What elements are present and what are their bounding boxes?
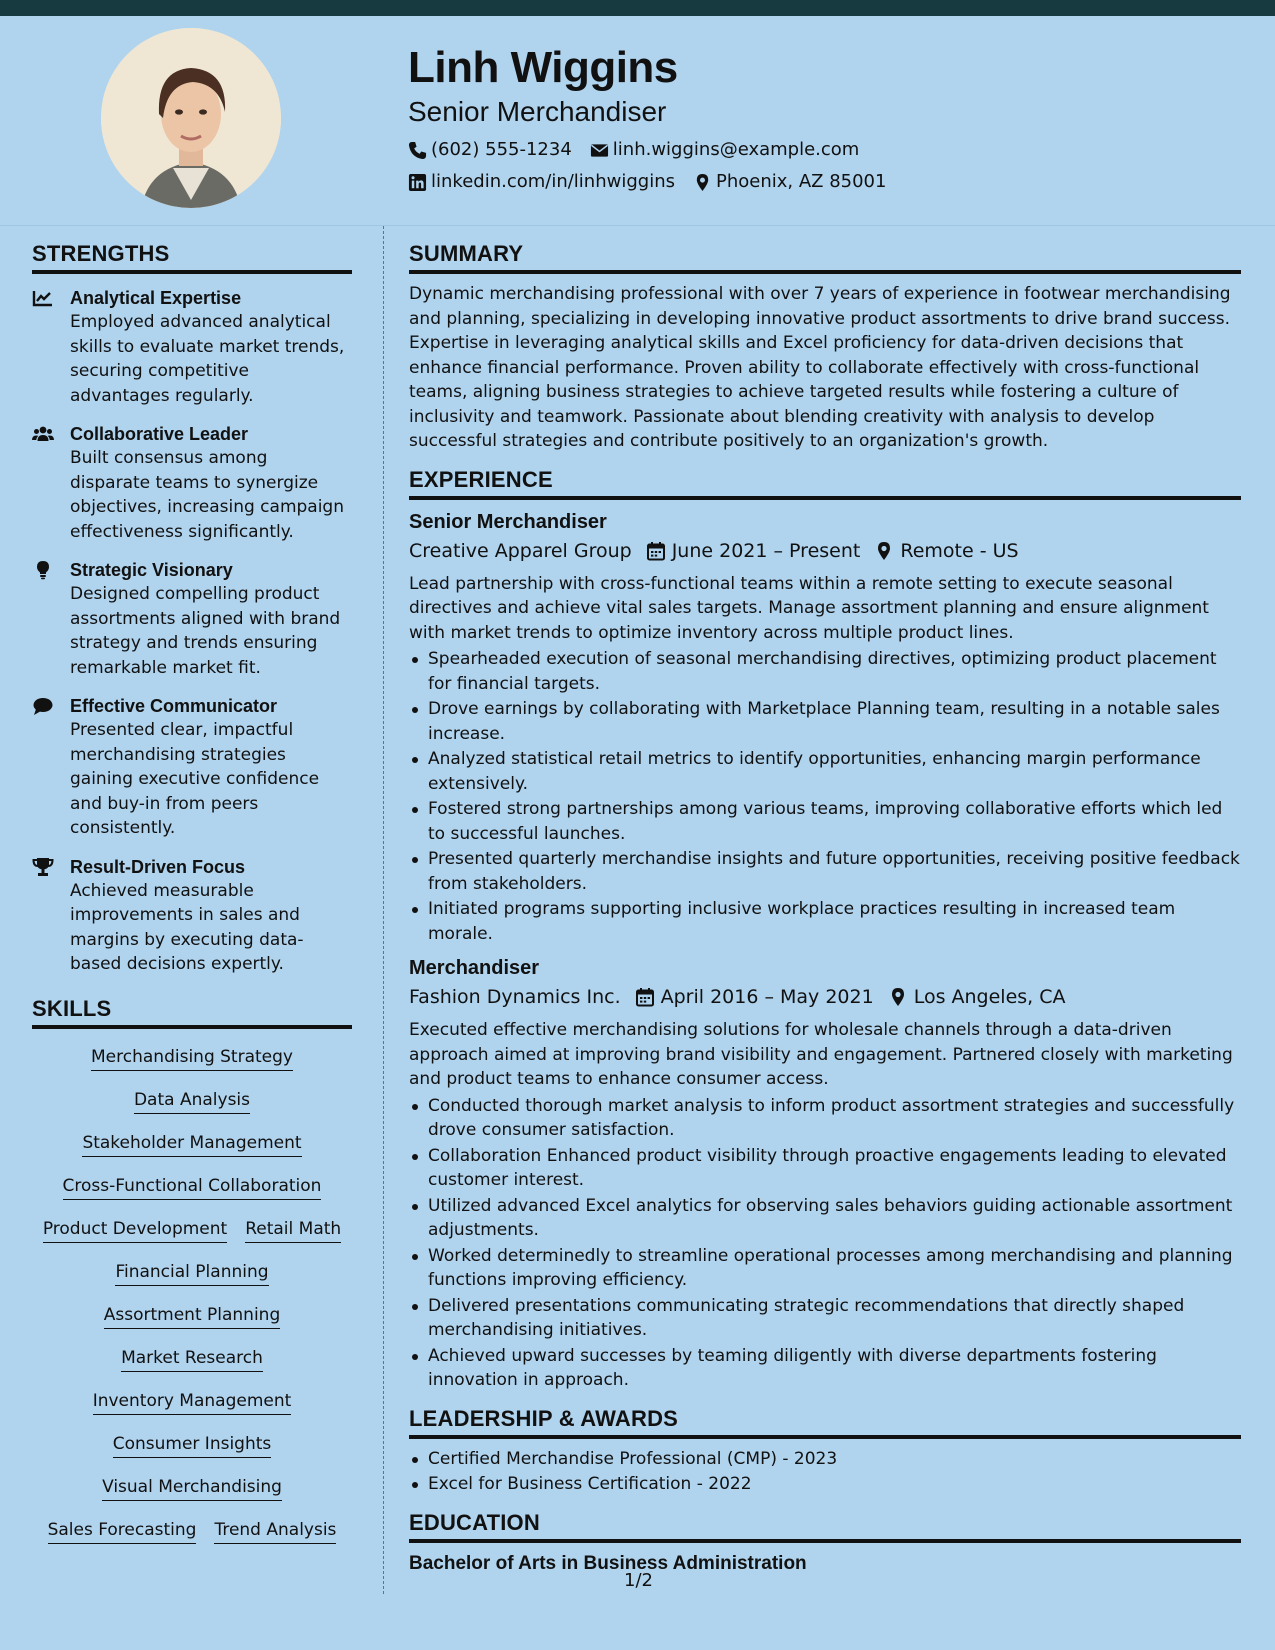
email-text: linh.wiggins@example.com — [612, 139, 860, 160]
list-item: Conducted thorough market analysis to inform product assortment strategies and successfully drove consumer satisfaction. — [409, 1094, 1241, 1143]
skill-tag: Financial Planning — [115, 1260, 268, 1286]
strength-title: Collaborative Leader — [70, 424, 249, 444]
resume-header — [0, 16, 1275, 226]
right-column — [409, 240, 1241, 1589]
phone-icon — [408, 141, 427, 160]
list-item: Drove earnings by collaborating with Marketplace Planning team, resulting in a notable sales increase. — [409, 697, 1241, 746]
page-number: 1/2 — [624, 1570, 653, 1591]
experience-heading: EXPERIENCE — [409, 466, 1241, 500]
summary-heading: SUMMARY — [409, 240, 1241, 274]
strength-item — [32, 422, 352, 544]
job-entry — [409, 508, 1241, 947]
job-title: Senior Merchandiser — [409, 510, 607, 533]
strength-title: Strategic Visionary — [70, 560, 233, 580]
strength-desc: Employed advanced analytical skills to evaluate market trends, securing competitive advantages regularly. — [70, 312, 345, 406]
job-entry — [409, 954, 1241, 1393]
company-name: Fashion Dynamics Inc. — [409, 986, 621, 1008]
map-marker-icon — [693, 173, 712, 192]
linkedin-icon — [408, 173, 427, 192]
phone-contact — [408, 134, 572, 166]
profile-photo — [101, 28, 281, 208]
job-bullets — [409, 1094, 1241, 1393]
company-name: Creative Apparel Group — [409, 539, 632, 562]
list-item: Utilized advanced Excel analytics for observing sales behaviors guiding actionable assortment adjustments. — [409, 1194, 1241, 1243]
strength-item — [32, 286, 352, 408]
linkedin-text: linkedin.com/in/linhwiggins — [431, 171, 675, 192]
awards-section — [409, 1405, 1241, 1497]
strength-item — [32, 558, 352, 680]
trophy-icon — [32, 857, 54, 877]
skill-tag: Inventory Management — [93, 1389, 292, 1415]
map-marker-icon — [888, 987, 908, 1007]
job-location: Los Angeles, CA — [913, 986, 1066, 1008]
list-item: Excel for Business Certification - 2022 — [409, 1472, 1241, 1497]
list-item: Delivered presentations communicating strategic recommendations that directly shaped merchandising initiatives. — [409, 1294, 1241, 1343]
skill-tag: Market Research — [121, 1346, 263, 1372]
list-item: Initiated programs supporting inclusive workplace practices resulting in increased team morale. — [409, 897, 1241, 946]
education-heading: EDUCATION — [409, 1509, 1241, 1543]
skill-tag: Sales Forecasting — [48, 1518, 197, 1544]
list-item: Achieved upward successes by teaming diligently with diverse departments fostering innovation in approach. — [409, 1344, 1241, 1393]
strength-desc: Presented clear, impactful merchandising strategies gaining executive confidence and buy-in from peers consistently. — [70, 720, 320, 838]
summary-section — [409, 240, 1241, 454]
skill-tag: Stakeholder Management — [82, 1131, 301, 1157]
skill-tag: Visual Merchandising — [102, 1475, 282, 1501]
top-bar — [0, 0, 1275, 16]
location-contact — [693, 166, 886, 198]
calendar-icon — [635, 987, 655, 1007]
awards-list — [409, 1447, 1241, 1497]
job-description: Lead partnership with cross-functional teams within a remote setting to execute seasonal directives and achieve vital sales targets. Manage assortment planning and ensure alignment with market trends to optimize inventory across multiple product lines. — [409, 573, 1209, 643]
skill-tag: Retail Math — [245, 1217, 341, 1243]
strength-desc: Designed compelling product assortments aligned with brand strategy and trends ensuring remarkable market fit. — [70, 584, 341, 678]
strength-title: Result-Driven Focus — [70, 856, 246, 877]
skill-tag: Product Development — [43, 1217, 227, 1243]
list-item: Collaboration Enhanced product visibility through proactive engagements leading to elevated customer interest. — [409, 1144, 1241, 1193]
job-dates: June 2021 – Present — [671, 539, 861, 562]
job-bullets — [409, 647, 1241, 946]
job-description: Executed effective merchandising solutions for wholesale channels through a data-driven approach aimed at improving brand visibility and engagement. Partnered closely with marketing and product teams to enhance consumer access. — [409, 1020, 1233, 1089]
list-item: Worked determinedly to streamline operational processes among merchandising and planning functions improving efficiency. — [409, 1244, 1241, 1293]
job-location: Remote - US — [900, 539, 1019, 562]
strength-title: Effective Communicator — [70, 696, 278, 716]
list-item: Presented quarterly merchandise insights and future opportunities, receiving positive feedback from stakeholders. — [409, 847, 1241, 896]
left-column — [32, 240, 352, 1561]
linkedin-contact[interactable] — [408, 166, 675, 198]
strength-desc: Built consensus among disparate teams to synergize objectives, increasing campaign effectiveness significantly. — [70, 448, 345, 542]
comment-icon — [32, 696, 54, 716]
list-item: Fostered strong partnerships among various teams, improving collaborative efforts which led to successful launches. — [409, 797, 1241, 846]
skill-tag: Cross-Functional Collaboration — [63, 1174, 322, 1200]
strength-desc: Achieved measurable improvements in sales and margins by executing data-based decisions expertly. — [70, 880, 304, 974]
skill-tag: Merchandising Strategy — [91, 1045, 293, 1071]
calendar-icon — [646, 541, 666, 561]
skills-heading: SKILLS — [32, 995, 352, 1029]
skill-tag: Data Analysis — [134, 1088, 250, 1114]
lightbulb-icon — [32, 560, 54, 580]
email-contact[interactable] — [590, 134, 860, 166]
job-title: Merchandiser — [409, 957, 540, 979]
map-marker-icon — [874, 541, 894, 561]
strength-title: Analytical Expertise — [70, 288, 242, 308]
skill-tag: Trend Analysis — [214, 1518, 336, 1544]
experience-section — [409, 466, 1241, 1393]
skills-list — [32, 1045, 352, 1544]
candidate-title: Senior Merchandiser — [408, 96, 667, 127]
strengths-heading: STRENGTHS — [32, 240, 352, 274]
envelope-icon — [590, 141, 609, 160]
education-section — [409, 1509, 1241, 1577]
candidate-name: Linh Wiggins — [408, 43, 678, 92]
column-divider — [383, 226, 384, 1594]
location-text: Phoenix, AZ 85001 — [715, 171, 887, 192]
users-icon — [32, 424, 54, 444]
awards-heading: LEADERSHIP & AWARDS — [409, 1405, 1241, 1439]
skill-tag: Consumer Insights — [113, 1432, 272, 1458]
list-item: Analyzed statistical retail metrics to identify opportunities, enhancing margin performance extensively. — [409, 747, 1241, 796]
summary-text: Dynamic merchandising professional with over 7 years of experience in footwear merchandising and planning, specializing in developing innovative product assortments to drive brand success. Expertise in leveraging analytical skills and Excel proficiency for data-driven decisions that enhance financial performance. Proven ability to collaborate effectively with cross-functional teams, aligning business strategies to achieve targeted results while fostering a culture of inclusivity and teamwork. Passionate about blending creativity with analysis to develop successful strategies and contribute positively to an organization's growth. — [409, 284, 1231, 451]
skill-tag: Assortment Planning — [104, 1303, 281, 1329]
job-dates: April 2016 – May 2021 — [660, 986, 874, 1008]
strength-item — [32, 694, 352, 841]
degree-title: Bachelor of Arts in Business Administration — [409, 1552, 807, 1574]
list-item: Certified Merchandise Professional (CMP) - 2023 — [409, 1447, 1241, 1472]
portrait-illustration — [101, 28, 281, 208]
list-item: Spearheaded execution of seasonal merchandising directives, optimizing product placement for financial targets. — [409, 647, 1241, 696]
chart-line-icon — [32, 288, 54, 308]
phone-text: (602) 555-1234 — [431, 139, 572, 160]
strength-item — [32, 855, 352, 977]
